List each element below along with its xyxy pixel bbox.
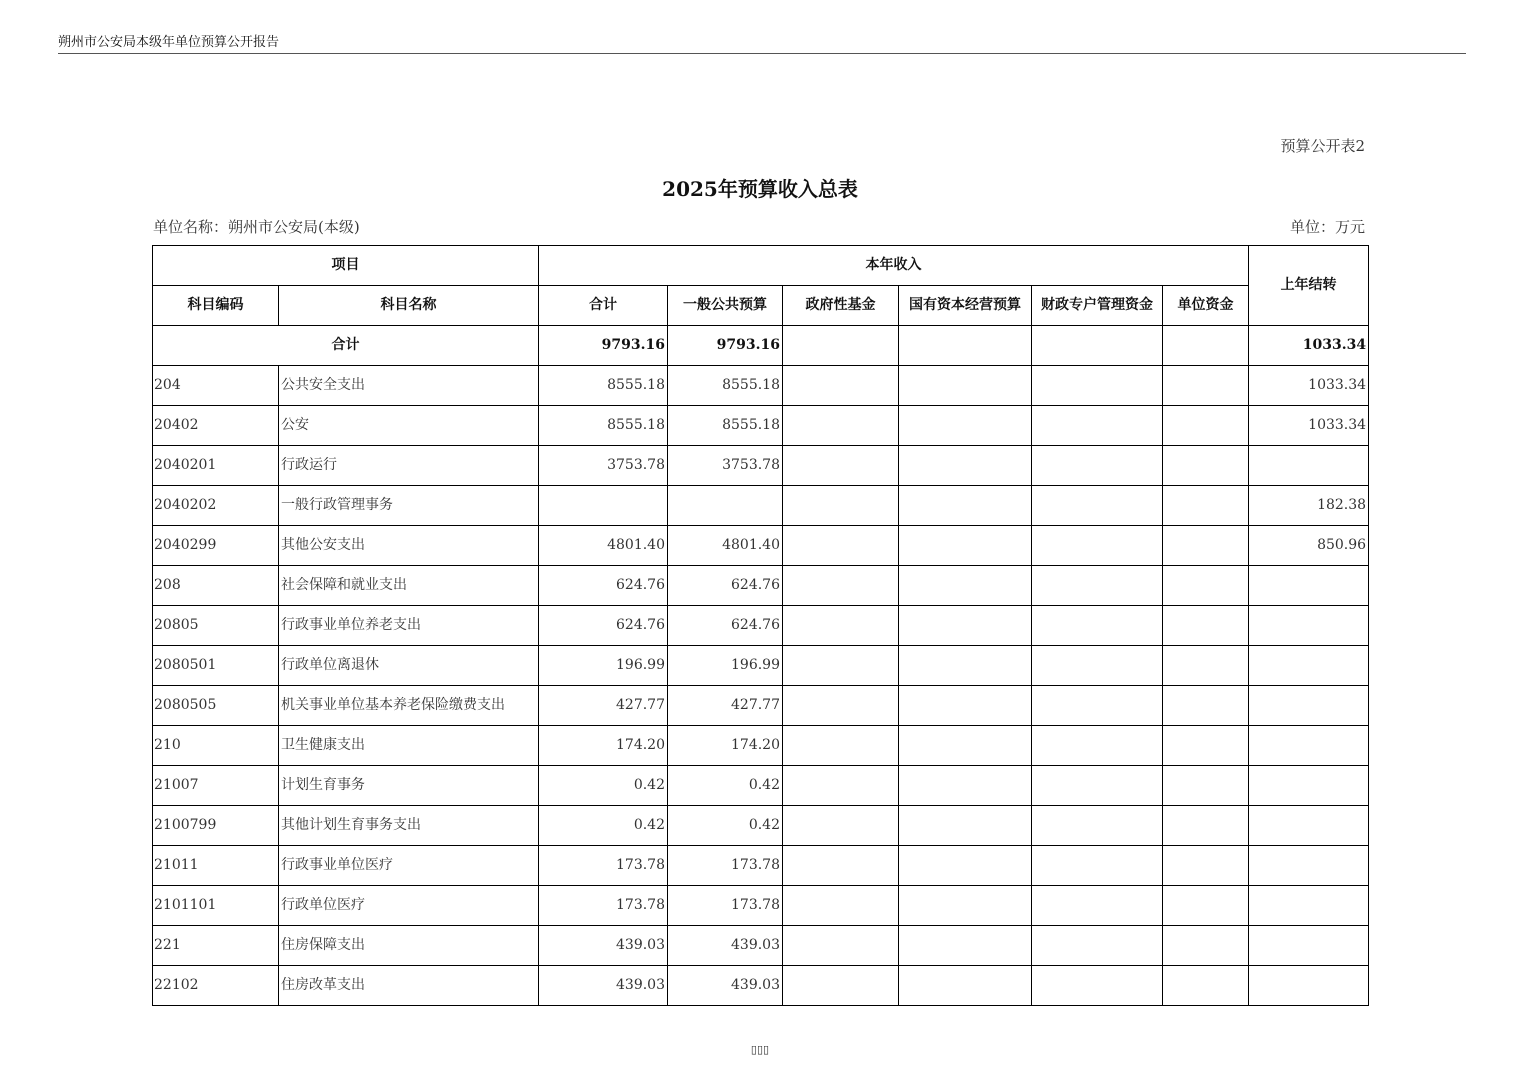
cell-state-capital bbox=[899, 966, 1032, 1006]
table-row bbox=[153, 486, 1369, 526]
cell-unit-funds bbox=[1163, 726, 1249, 766]
cell-total: 624.76 bbox=[539, 566, 668, 606]
cell-fiscal-special bbox=[1032, 806, 1163, 846]
cell-code: 221 bbox=[153, 926, 279, 966]
cell-gov-fund bbox=[783, 686, 899, 726]
cell-state-capital bbox=[899, 406, 1032, 446]
total-sum: 9793.16 bbox=[539, 326, 668, 366]
cell-code: 2040202 bbox=[153, 486, 279, 526]
cell-general-budget: 427.77 bbox=[668, 686, 783, 726]
cell-gov-fund bbox=[783, 566, 899, 606]
header-prior-carryover: 上年结转 bbox=[1249, 246, 1369, 326]
header-fiscal-special: 财政专户管理资金 bbox=[1032, 286, 1163, 326]
cell-code: 2080501 bbox=[153, 646, 279, 686]
cell-name: 机关事业单位基本养老保险缴费支出 bbox=[279, 686, 539, 726]
table-number: 预算公开表2 bbox=[1280, 137, 1365, 155]
cell-total: 439.03 bbox=[539, 966, 668, 1006]
cell-total: 0.42 bbox=[539, 806, 668, 846]
cell-unit-funds bbox=[1163, 606, 1249, 646]
cell-prior bbox=[1249, 446, 1369, 486]
cell-state-capital bbox=[899, 926, 1032, 966]
cell-name: 行政单位医疗 bbox=[279, 886, 539, 926]
table-row bbox=[153, 366, 1369, 406]
report-header-title: 朔州市公安局本级年单位预算公开报告 bbox=[58, 35, 280, 50]
cell-gov-fund bbox=[783, 366, 899, 406]
cell-fiscal-special bbox=[1032, 726, 1163, 766]
cell-general-budget: 439.03 bbox=[668, 966, 783, 1006]
cell-general-budget: 173.78 bbox=[668, 846, 783, 886]
cell-state-capital bbox=[899, 446, 1032, 486]
cell-code: 20805 bbox=[153, 606, 279, 646]
total-prior: 1033.34 bbox=[1249, 326, 1369, 366]
cell-fiscal-special bbox=[1032, 846, 1163, 886]
cell-fiscal-special bbox=[1032, 446, 1163, 486]
cell-name: 住房改革支出 bbox=[279, 966, 539, 1006]
cell-fiscal-special bbox=[1032, 606, 1163, 646]
total-gov-fund bbox=[783, 326, 899, 366]
cell-state-capital bbox=[899, 526, 1032, 566]
cell-general-budget: 8555.18 bbox=[668, 406, 783, 446]
table-row bbox=[153, 566, 1369, 606]
cell-unit-funds bbox=[1163, 566, 1249, 606]
table-row bbox=[153, 806, 1369, 846]
table-row bbox=[153, 926, 1369, 966]
cell-code: 21007 bbox=[153, 766, 279, 806]
total-label: 合计 bbox=[153, 326, 539, 366]
header-unit-funds: 单位资金 bbox=[1163, 286, 1249, 326]
cell-general-budget: 0.42 bbox=[668, 806, 783, 846]
cell-code: 210 bbox=[153, 726, 279, 766]
cell-name: 行政运行 bbox=[279, 446, 539, 486]
cell-general-budget: 624.76 bbox=[668, 566, 783, 606]
cell-name: 计划生育事务 bbox=[279, 766, 539, 806]
total-unit-funds bbox=[1163, 326, 1249, 366]
table-row bbox=[153, 966, 1369, 1006]
cell-prior bbox=[1249, 966, 1369, 1006]
cell-prior bbox=[1249, 566, 1369, 606]
cell-prior: 850.96 bbox=[1249, 526, 1369, 566]
cell-total: 8555.18 bbox=[539, 406, 668, 446]
cell-general-budget bbox=[668, 486, 783, 526]
cell-fiscal-special bbox=[1032, 526, 1163, 566]
cell-fiscal-special bbox=[1032, 646, 1163, 686]
cell-code: 2040299 bbox=[153, 526, 279, 566]
cell-fiscal-special bbox=[1032, 406, 1163, 446]
cell-name: 公安 bbox=[279, 406, 539, 446]
cell-fiscal-special bbox=[1032, 486, 1163, 526]
cell-fiscal-special bbox=[1032, 366, 1163, 406]
cell-name: 行政事业单位养老支出 bbox=[279, 606, 539, 646]
cell-prior bbox=[1249, 806, 1369, 846]
cell-unit-funds bbox=[1163, 886, 1249, 926]
cell-prior bbox=[1249, 606, 1369, 646]
cell-gov-fund bbox=[783, 846, 899, 886]
cell-gov-fund bbox=[783, 766, 899, 806]
header-project: 项目 bbox=[153, 246, 539, 286]
table-row bbox=[153, 406, 1369, 446]
table-row bbox=[153, 886, 1369, 926]
cell-total bbox=[539, 486, 668, 526]
cell-unit-funds bbox=[1163, 966, 1249, 1006]
cell-total: 196.99 bbox=[539, 646, 668, 686]
header-name: 科目名称 bbox=[279, 286, 539, 326]
cell-gov-fund bbox=[783, 526, 899, 566]
cell-code: 2080505 bbox=[153, 686, 279, 726]
header-total: 合计 bbox=[539, 286, 668, 326]
cell-total: 173.78 bbox=[539, 886, 668, 926]
cell-state-capital bbox=[899, 486, 1032, 526]
cell-code: 2040201 bbox=[153, 446, 279, 486]
table-row bbox=[153, 646, 1369, 686]
table-row bbox=[153, 446, 1369, 486]
cell-gov-fund bbox=[783, 486, 899, 526]
total-row bbox=[153, 326, 1369, 366]
cell-state-capital bbox=[899, 606, 1032, 646]
cell-prior bbox=[1249, 766, 1369, 806]
cell-unit-funds bbox=[1163, 646, 1249, 686]
header-gov-fund: 政府性基金 bbox=[783, 286, 899, 326]
page-number: ▯▯▯ bbox=[750, 1043, 770, 1056]
cell-fiscal-special bbox=[1032, 766, 1163, 806]
cell-unit-funds bbox=[1163, 686, 1249, 726]
header-code: 科目编码 bbox=[153, 286, 279, 326]
cell-fiscal-special bbox=[1032, 566, 1163, 606]
cell-fiscal-special bbox=[1032, 686, 1163, 726]
cell-gov-fund bbox=[783, 806, 899, 846]
cell-unit-funds bbox=[1163, 406, 1249, 446]
cell-gov-fund bbox=[783, 966, 899, 1006]
cell-gov-fund bbox=[783, 406, 899, 446]
cell-state-capital bbox=[899, 886, 1032, 926]
cell-code: 22102 bbox=[153, 966, 279, 1006]
cell-unit-funds bbox=[1163, 486, 1249, 526]
unit-name: 单位名称：朔州市公安局(本级) bbox=[153, 218, 360, 236]
cell-general-budget: 8555.18 bbox=[668, 366, 783, 406]
cell-prior bbox=[1249, 926, 1369, 966]
cell-unit-funds bbox=[1163, 526, 1249, 566]
cell-state-capital bbox=[899, 726, 1032, 766]
cell-prior bbox=[1249, 886, 1369, 926]
cell-prior: 1033.34 bbox=[1249, 366, 1369, 406]
cell-fiscal-special bbox=[1032, 926, 1163, 966]
cell-total: 4801.40 bbox=[539, 526, 668, 566]
budget-income-table bbox=[152, 245, 1369, 1006]
cell-name: 其他计划生育事务支出 bbox=[279, 806, 539, 846]
cell-gov-fund bbox=[783, 606, 899, 646]
table-row bbox=[153, 686, 1369, 726]
cell-general-budget: 3753.78 bbox=[668, 446, 783, 486]
cell-prior bbox=[1249, 846, 1369, 886]
cell-state-capital bbox=[899, 766, 1032, 806]
cell-total: 439.03 bbox=[539, 926, 668, 966]
header-general-budget: 一般公共预算 bbox=[668, 286, 783, 326]
cell-name: 卫生健康支出 bbox=[279, 726, 539, 766]
cell-total: 8555.18 bbox=[539, 366, 668, 406]
table-row bbox=[153, 726, 1369, 766]
cell-gov-fund bbox=[783, 726, 899, 766]
cell-fiscal-special bbox=[1032, 966, 1163, 1006]
cell-name: 行政单位离退休 bbox=[279, 646, 539, 686]
table-row bbox=[153, 846, 1369, 886]
cell-total: 0.42 bbox=[539, 766, 668, 806]
cell-name: 社会保障和就业支出 bbox=[279, 566, 539, 606]
cell-gov-fund bbox=[783, 446, 899, 486]
cell-state-capital bbox=[899, 566, 1032, 606]
cell-prior: 182.38 bbox=[1249, 486, 1369, 526]
cell-general-budget: 174.20 bbox=[668, 726, 783, 766]
cell-state-capital bbox=[899, 646, 1032, 686]
cell-code: 21011 bbox=[153, 846, 279, 886]
cell-prior bbox=[1249, 686, 1369, 726]
cell-name: 其他公安支出 bbox=[279, 526, 539, 566]
cell-total: 624.76 bbox=[539, 606, 668, 646]
table-row bbox=[153, 526, 1369, 566]
cell-code: 2101101 bbox=[153, 886, 279, 926]
cell-gov-fund bbox=[783, 646, 899, 686]
cell-prior bbox=[1249, 646, 1369, 686]
cell-name: 住房保障支出 bbox=[279, 926, 539, 966]
cell-prior: 1033.34 bbox=[1249, 406, 1369, 446]
total-general-budget: 9793.16 bbox=[668, 326, 783, 366]
cell-fiscal-special bbox=[1032, 886, 1163, 926]
cell-general-budget: 196.99 bbox=[668, 646, 783, 686]
cell-total: 173.78 bbox=[539, 846, 668, 886]
cell-unit-funds bbox=[1163, 366, 1249, 406]
cell-gov-fund bbox=[783, 886, 899, 926]
total-state-capital bbox=[899, 326, 1032, 366]
cell-total: 3753.78 bbox=[539, 446, 668, 486]
header-divider bbox=[58, 53, 1466, 54]
cell-unit-funds bbox=[1163, 846, 1249, 886]
header-state-capital: 国有资本经营预算 bbox=[899, 286, 1032, 326]
cell-general-budget: 173.78 bbox=[668, 886, 783, 926]
table-row bbox=[153, 766, 1369, 806]
cell-state-capital bbox=[899, 366, 1032, 406]
table-row bbox=[153, 606, 1369, 646]
cell-code: 20402 bbox=[153, 406, 279, 446]
cell-general-budget: 439.03 bbox=[668, 926, 783, 966]
cell-total: 174.20 bbox=[539, 726, 668, 766]
cell-state-capital bbox=[899, 686, 1032, 726]
cell-unit-funds bbox=[1163, 446, 1249, 486]
cell-state-capital bbox=[899, 846, 1032, 886]
cell-code: 2100799 bbox=[153, 806, 279, 846]
cell-unit-funds bbox=[1163, 766, 1249, 806]
cell-prior bbox=[1249, 726, 1369, 766]
header-current-income: 本年收入 bbox=[539, 246, 1249, 286]
cell-name: 行政事业单位医疗 bbox=[279, 846, 539, 886]
cell-general-budget: 624.76 bbox=[668, 606, 783, 646]
cell-name: 公共安全支出 bbox=[279, 366, 539, 406]
cell-unit-funds bbox=[1163, 806, 1249, 846]
total-fiscal-special bbox=[1032, 326, 1163, 366]
unit-label: 单位：万元 bbox=[1289, 218, 1365, 236]
cell-unit-funds bbox=[1163, 926, 1249, 966]
cell-general-budget: 4801.40 bbox=[668, 526, 783, 566]
cell-gov-fund bbox=[783, 926, 899, 966]
cell-code: 204 bbox=[153, 366, 279, 406]
cell-code: 208 bbox=[153, 566, 279, 606]
cell-state-capital bbox=[899, 806, 1032, 846]
cell-total: 427.77 bbox=[539, 686, 668, 726]
cell-general-budget: 0.42 bbox=[668, 766, 783, 806]
page-title: 2025年预算收入总表 bbox=[662, 177, 858, 201]
cell-name: 一般行政管理事务 bbox=[279, 486, 539, 526]
